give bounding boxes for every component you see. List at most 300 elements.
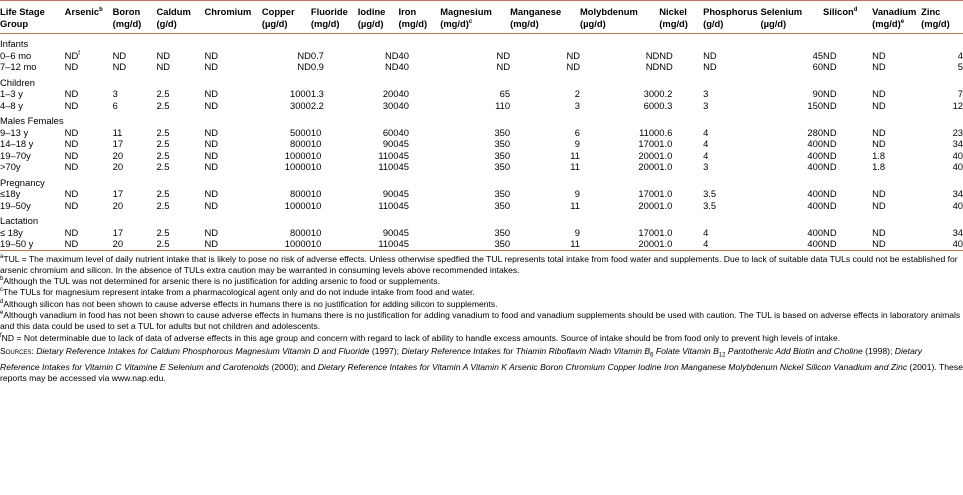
value-cell [113, 127, 157, 139]
value-cell [311, 188, 358, 200]
value-cell [921, 100, 963, 112]
value-cell [659, 161, 703, 173]
cell-value: 400 [807, 238, 824, 249]
cell-value: ND [872, 199, 886, 211]
cell-value: 1.0 [659, 226, 673, 238]
value-cell [113, 88, 157, 100]
value-cell [580, 227, 659, 239]
value-cell [398, 161, 440, 173]
footnote-mark: c [468, 18, 473, 25]
value-cell [760, 200, 823, 212]
cell-value: ND [204, 99, 218, 111]
cell-value: 11 [570, 149, 580, 161]
value-cell [156, 100, 204, 112]
value-cell [510, 238, 580, 250]
cell-value: 3 [112, 88, 118, 99]
group-label: Pregnancy [0, 176, 45, 188]
cell-value: ND [645, 61, 660, 72]
column-header [872, 1, 921, 34]
column-unit: (g/d) [156, 17, 177, 29]
cell-value: 45 [398, 238, 409, 249]
cell-value: 3.5 [703, 188, 717, 199]
column-header [440, 1, 510, 34]
cell-value: ND [566, 61, 580, 72]
cell-value: 350 [494, 238, 511, 249]
cell-value: 4 [703, 126, 709, 138]
cell-value: ND [823, 226, 837, 238]
value-cell [580, 138, 659, 150]
cell-value: 10 [310, 149, 322, 161]
cell-value: 3 [703, 88, 709, 99]
cell-value: 2.5 [156, 238, 170, 249]
cell-value: 2.5 [156, 88, 170, 99]
value-cell [398, 100, 440, 112]
value-cell [440, 127, 510, 139]
value-cell [580, 127, 659, 139]
cell-value: 300 [643, 88, 660, 99]
cell-value: 2.5 [156, 99, 170, 111]
age-cell: 19–50 y [0, 238, 34, 249]
value-cell [703, 88, 760, 100]
value-cell [65, 238, 113, 250]
cell-value: 5000 [290, 126, 311, 138]
cell-value: 40 [952, 149, 963, 161]
value-cell [659, 50, 703, 62]
cell-value: 1700 [638, 138, 660, 149]
cell-value: 1.0 [659, 138, 673, 149]
value-cell [156, 50, 204, 62]
column-header [204, 1, 261, 34]
cell-value: 1.0 [659, 238, 673, 249]
value-cell [358, 88, 399, 100]
cell-value: 2000 [638, 238, 660, 249]
column-header [921, 1, 963, 34]
age-cell: 7–12 mo [0, 61, 37, 72]
value-cell [872, 238, 921, 250]
cell-value: 11 [570, 238, 580, 249]
value-cell [65, 188, 113, 200]
value-cell [440, 188, 510, 200]
column-name: Manganese [510, 6, 562, 17]
cell-value: ND [204, 161, 218, 172]
cell-value: 280 [807, 126, 824, 138]
cell-value: 20 [112, 238, 124, 249]
table-row [0, 238, 963, 250]
cell-value: 1.0 [659, 188, 673, 199]
column-header [398, 1, 440, 34]
value-cell [659, 88, 703, 100]
value-cell [659, 238, 703, 250]
cell-value: 40 [398, 88, 409, 99]
cell-value: 1100 [378, 161, 399, 172]
value-cell [703, 188, 760, 200]
value-cell [659, 61, 703, 73]
column-unit: (mg/d) [510, 17, 539, 29]
value-cell [921, 227, 963, 239]
value-cell [113, 200, 157, 212]
footnote-c: $^c$The TULs for magnesium represent intake from a pharmacological agent only and do not indude intake from food and water. [0, 287, 475, 298]
cell-value: ND [297, 61, 311, 72]
column-unit: (mg/d) [872, 17, 901, 29]
column-name: Selenium [760, 6, 803, 17]
cell-value: 10 [310, 226, 322, 238]
table-row [0, 150, 963, 162]
cell-value: 1000 [290, 88, 311, 99]
cell-value: 1.3 [310, 88, 324, 99]
value-cell [580, 100, 659, 112]
cell-value: ND [204, 188, 218, 199]
cell-value: 10 [310, 238, 322, 249]
header-row [0, 1, 963, 34]
cell-value: 45 [812, 49, 824, 61]
value-cell [823, 227, 872, 239]
value-cell [113, 50, 157, 62]
table-row [0, 88, 963, 100]
column-header [659, 1, 703, 34]
cell-value: 10 [310, 161, 322, 172]
cell-value: 1.0 [659, 149, 673, 161]
value-cell [760, 150, 823, 162]
value-cell [823, 50, 872, 62]
cell-value: 17 [112, 226, 124, 238]
cell-value: 350 [494, 149, 511, 161]
value-cell [311, 100, 358, 112]
cell-value: ND [64, 88, 79, 99]
cell-value: 10000 [284, 149, 311, 161]
footnote-mark: b [99, 6, 103, 13]
table-body [0, 34, 963, 250]
value-cell [823, 188, 872, 200]
cell-value: ND [204, 126, 218, 138]
footnote-a: $^a$TUL = The maximum level of daily nutrient intake that is likely to pose no risk of adverse effects. Unless otherwise spedfied the TUL represents total intake from food water and supplements. Due to lack of suitable data TULs could not be established for arsenic chromium and silicon. In the absence of TULs extra caution may be warranted in consuming levels above recommended intakes. [0, 253, 958, 275]
value-cell [823, 150, 872, 162]
value-cell [156, 200, 204, 212]
cell-value: 2.5 [156, 138, 170, 149]
value-cell [398, 188, 440, 200]
cell-value: 350 [494, 199, 511, 211]
cell-value: 11 [570, 199, 580, 211]
footnote-b: $^b$Although the TUL was not determined for arsenic there is no justification for adding arsenic to food or supplements. [0, 276, 440, 287]
value-cell [510, 227, 580, 239]
value-cell [65, 61, 113, 73]
cell-value: ND [204, 199, 218, 211]
cell-value: ND [156, 61, 171, 72]
cell-value: 45 [398, 149, 409, 161]
cell-value: 2000 [638, 149, 660, 161]
cell-value: 45 [398, 138, 409, 149]
value-cell [580, 50, 659, 62]
column-name: Nickel [659, 6, 687, 17]
value-cell [580, 238, 659, 250]
column-header [156, 1, 204, 34]
cell-value: 45 [398, 226, 409, 238]
value-cell [760, 161, 823, 173]
cell-value: 350 [494, 126, 511, 138]
cell-value: 4 [703, 238, 709, 249]
age-cell: >70y [0, 161, 21, 172]
value-cell [510, 88, 580, 100]
cell-value: 17 [112, 188, 124, 199]
column-header [358, 1, 399, 34]
cell-value: ND [823, 61, 837, 72]
value-cell [204, 50, 261, 62]
value-cell [262, 188, 311, 200]
footnote-e: $^e$Although vanadium in food has not been shown to cause adverse effects in humans there is no justification for adding vanadium to food and vanadium supplements should be used with caution. The TUL is based on adverse effects in laboratory animals and this data could be used to set a TUL for adults but not children and adolescents. [0, 309, 961, 332]
value-cell [823, 88, 872, 100]
value-cell [398, 138, 440, 150]
column-unit: (mg/d) [440, 17, 469, 29]
value-cell [510, 150, 580, 162]
cell-value: 11 [112, 126, 123, 138]
value-cell [440, 227, 510, 239]
cell-value: ND [204, 138, 218, 149]
value-cell [65, 227, 113, 239]
value-cell [921, 150, 963, 162]
column-header [113, 1, 157, 34]
cell-value: 17 [112, 138, 124, 149]
value-cell [398, 200, 440, 212]
cell-value: ND [823, 49, 837, 61]
value-cell [760, 188, 823, 200]
cell-value: 0.9 [310, 61, 324, 72]
table-row [0, 100, 963, 112]
value-cell [113, 150, 157, 162]
value-cell [921, 127, 963, 139]
value-cell [921, 238, 963, 250]
column-unit: (mg/d) [398, 17, 428, 29]
value-cell [65, 161, 113, 173]
table-row [0, 200, 963, 212]
cell-value: ND [872, 226, 886, 238]
column-name: Boron [112, 6, 141, 17]
value-cell [113, 161, 157, 173]
value-cell [262, 161, 311, 173]
cell-value: 2.5 [156, 149, 170, 161]
value-cell [358, 138, 399, 150]
value-cell [510, 100, 580, 112]
cell-value: 10000 [284, 238, 311, 249]
cell-value: ND [204, 226, 218, 238]
cell-value: 600 [382, 126, 399, 138]
footnote-mark: d [853, 6, 858, 13]
value-cell [872, 88, 921, 100]
value-cell [262, 61, 311, 73]
value-cell [156, 227, 204, 239]
value-cell [358, 200, 399, 212]
value-cell [204, 188, 261, 200]
value-cell [440, 138, 510, 150]
value-cell [921, 188, 963, 200]
value-cell [440, 61, 510, 73]
age-cell: 0–6 mo [0, 49, 32, 61]
cell-value: ND [64, 138, 79, 149]
value-cell [204, 61, 261, 73]
cell-value: 10 [310, 188, 322, 199]
value-cell [580, 61, 659, 73]
value-cell [65, 88, 113, 100]
value-cell [703, 61, 760, 73]
cell-value: ND [703, 49, 717, 61]
cell-value: ND [112, 49, 127, 61]
cell-value: 3 [703, 99, 709, 111]
cell-value: 10000 [284, 199, 311, 211]
value-cell [311, 161, 358, 173]
cell-value: ND [64, 199, 79, 211]
value-cell [440, 161, 510, 173]
value-cell [872, 61, 921, 73]
cell-value: ND [204, 88, 218, 99]
cell-value: 900 [382, 188, 399, 199]
value-cell [204, 200, 261, 212]
cell-value: 65 [499, 88, 511, 99]
value-cell [703, 100, 760, 112]
cell-value: 40 [398, 49, 409, 61]
value-cell [659, 227, 703, 239]
cell-value: ND [659, 49, 673, 61]
cell-value: ND [823, 161, 837, 172]
group-row [0, 211, 963, 227]
column-header [760, 1, 823, 34]
value-cell [510, 200, 580, 212]
cell-value: ND [823, 238, 837, 249]
cell-value: ND [64, 238, 79, 249]
cell-value: 1.0 [659, 199, 673, 211]
value-cell [262, 200, 311, 212]
column-unit: (µg/d) [261, 17, 288, 29]
column-header [510, 1, 580, 34]
value-cell [204, 227, 261, 239]
value-cell [580, 200, 659, 212]
value-cell [580, 161, 659, 173]
age-cell: 19–50y [0, 199, 31, 211]
cell-value: ND [204, 49, 218, 61]
cell-value: 400 [807, 226, 824, 238]
value-cell [65, 150, 113, 162]
age-cell: 19–70y [0, 149, 31, 161]
value-cell [510, 61, 580, 73]
cell-value: 20 [112, 199, 124, 211]
value-cell [510, 161, 580, 173]
column-unit: (g/d) [703, 17, 724, 29]
value-cell [440, 150, 510, 162]
group-label: Lactation [0, 215, 39, 226]
value-cell [921, 138, 963, 150]
cell-value: 600 [643, 99, 660, 111]
value-cell [659, 127, 703, 139]
cell-value: 90 [812, 88, 824, 99]
column-header [580, 1, 659, 34]
cell-value: 3 [703, 161, 709, 172]
cell-value: 9 [574, 226, 580, 238]
cell-value: 4 [703, 226, 709, 238]
value-cell [510, 127, 580, 139]
value-cell [262, 88, 311, 100]
column-name: Life Stage [0, 6, 45, 17]
group-label: Children [0, 76, 35, 88]
value-cell [703, 138, 760, 150]
value-cell [872, 138, 921, 150]
cell-value: 3.5 [703, 199, 717, 211]
group-row [0, 111, 963, 127]
value-cell [659, 100, 703, 112]
cell-value: ND [823, 149, 837, 161]
column-name: Zinc [921, 6, 941, 17]
cell-value: 40 [398, 99, 409, 111]
value-cell [113, 138, 157, 150]
value-cell [440, 88, 510, 100]
value-cell [358, 100, 399, 112]
value-cell [440, 50, 510, 62]
column-name: Magnesium [440, 6, 492, 17]
cell-value: ND [297, 49, 311, 61]
cell-value: 8000 [290, 188, 311, 199]
cell-value: ND [64, 99, 79, 111]
cell-value: ND [872, 49, 886, 61]
cell-value: ND [64, 226, 79, 238]
cell-value: ND [645, 49, 660, 61]
table-row [0, 188, 963, 200]
cell-value: ND [112, 61, 127, 72]
cell-value: 1100 [639, 126, 660, 138]
table-row [0, 161, 963, 173]
value-cell [398, 150, 440, 162]
value-cell [510, 50, 580, 62]
value-cell [204, 138, 261, 150]
cell-value: ND [64, 49, 79, 61]
cell-value: 350 [494, 188, 511, 199]
cell-value: 400 [807, 188, 824, 199]
cell-value: 10 [310, 199, 322, 211]
value-cell [262, 238, 311, 250]
group-label: Infants [0, 38, 29, 49]
value-cell [311, 88, 358, 100]
value-cell [703, 200, 760, 212]
cell-value: 34 [952, 188, 963, 199]
cell-value: 40 [952, 238, 963, 249]
age-cell: ≤18y [0, 188, 21, 199]
value-cell [760, 138, 823, 150]
column-unit: Group [0, 17, 29, 29]
cell-value: 9 [574, 188, 580, 199]
cell-value: 10 [310, 138, 322, 149]
cell-value: 11 [570, 161, 580, 172]
value-cell [358, 188, 399, 200]
value-cell [156, 88, 204, 100]
value-cell [156, 127, 204, 139]
column-name: Caldum [156, 6, 191, 17]
value-cell [580, 150, 659, 162]
value-cell [204, 88, 261, 100]
cell-value: 4 [703, 138, 709, 149]
value-cell [156, 61, 204, 73]
value-cell [921, 88, 963, 100]
value-cell [156, 238, 204, 250]
value-cell [358, 238, 399, 250]
cell-value: 1.0 [659, 161, 673, 172]
value-cell [872, 150, 921, 162]
cell-value: ND [496, 49, 511, 61]
cell-value: 0.6 [659, 126, 673, 138]
value-cell [398, 88, 440, 100]
cell-value: ND [823, 188, 837, 199]
tul-table [0, 1, 963, 250]
footnote-mark: e [900, 18, 905, 25]
cell-value: ND [872, 238, 886, 249]
value-cell [510, 138, 580, 150]
value-cell [113, 238, 157, 250]
column-unit: (mg/d) [659, 17, 688, 29]
value-cell [113, 61, 157, 73]
